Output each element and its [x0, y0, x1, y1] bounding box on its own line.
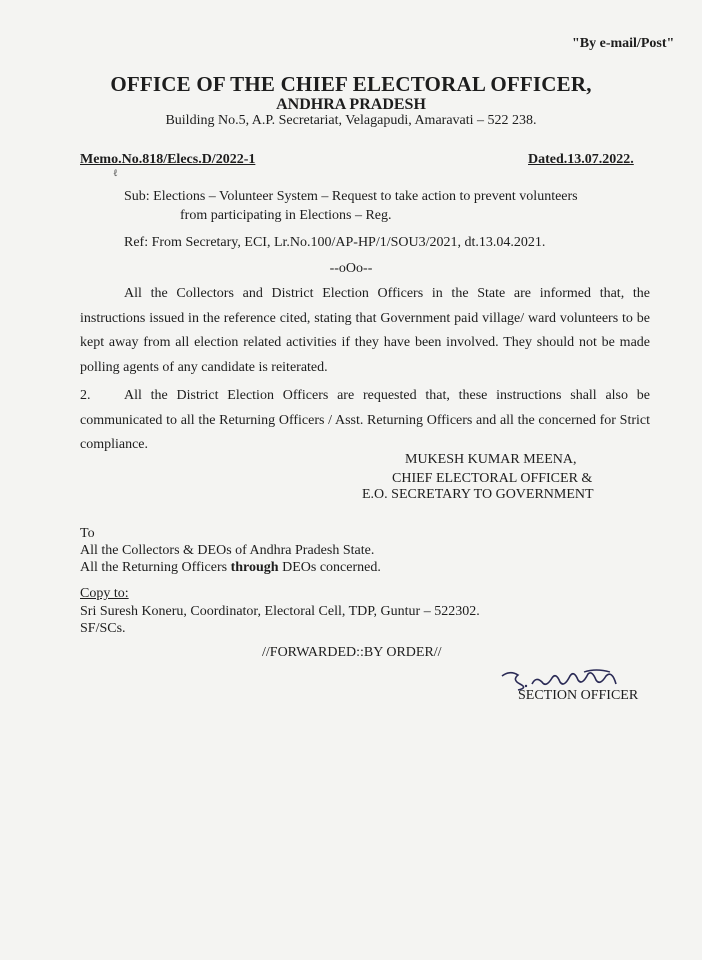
body-paragraph-2	[80, 384, 650, 458]
subject-line-1: Sub: Elections – Volunteer System – Request to take action to prevent volunteers	[124, 189, 578, 204]
signatory-title-2: E.O. SECRETARY TO GOVERNMENT	[362, 487, 594, 502]
memo-number: Memo.No.818/Elecs.D/2022-1	[80, 152, 256, 167]
delivery-mode: "By e-mail/Post"	[572, 36, 675, 51]
tick-mark: ℓ	[113, 168, 118, 179]
state-name: ANDHRA PRADESH	[276, 96, 426, 113]
addressee-line-2-post: DEOs concerned.	[278, 560, 381, 575]
copy-line-1: Sri Suresh Koneru, Coordinator, Electoral Cell, TDP, Guntur – 522302.	[80, 604, 480, 619]
copy-to-label: Copy to:	[80, 586, 129, 601]
signatory-title-1: CHIEF ELECTORAL OFFICER &	[392, 471, 593, 486]
addressee-line-1: All the Collectors & DEOs of Andhra Pradesh State.	[80, 543, 375, 558]
reference-line: Ref: From Secretary, ECI, Lr.No.100/AP-HP/1/SOU3/2021, dt.13.04.2021.	[124, 235, 546, 250]
forwarded-by-order: //FORWARDED::BY ORDER//	[262, 645, 442, 660]
memo-date: Dated.13.07.2022.	[528, 152, 634, 167]
addressee-line-2	[80, 560, 381, 576]
addressee-line-2-bold: through	[230, 560, 279, 575]
section-officer: SECTION OFFICER	[518, 688, 639, 703]
separator: --oOo--	[329, 261, 373, 276]
paragraph-2-text: All the District Election Officers are requested that, these instructions shall also be communicated to all the Returning Officers / Asst. Returning Officers and all the concerned for Strict compliance.	[80, 388, 650, 453]
addressee-line-2-pre: All the Returning Officers	[80, 560, 231, 575]
office-title: OFFICE OF THE CHIEF ELECTORAL OFFICER,	[110, 72, 592, 96]
body-paragraph-1: All the Collectors and District Election Officers in the State are informed that, the instructions issued in the reference cited, stating that Government paid village/ ward volunteers to be kept away from all election related activities if they have been involved. They should not be made polling agents of any candidate is reiterated.	[80, 286, 650, 376]
signatory-name: MUKESH KUMAR MEENA,	[405, 452, 577, 467]
paragraph-number: 2.	[80, 388, 91, 403]
to-label: To	[80, 526, 95, 541]
office-address: Building No.5, A.P. Secretariat, Velagapudi, Amaravati – 522 238.	[165, 113, 537, 128]
subject-line-2: from participating in Elections – Reg.	[180, 208, 392, 223]
copy-line-2: SF/SCs.	[80, 621, 126, 636]
